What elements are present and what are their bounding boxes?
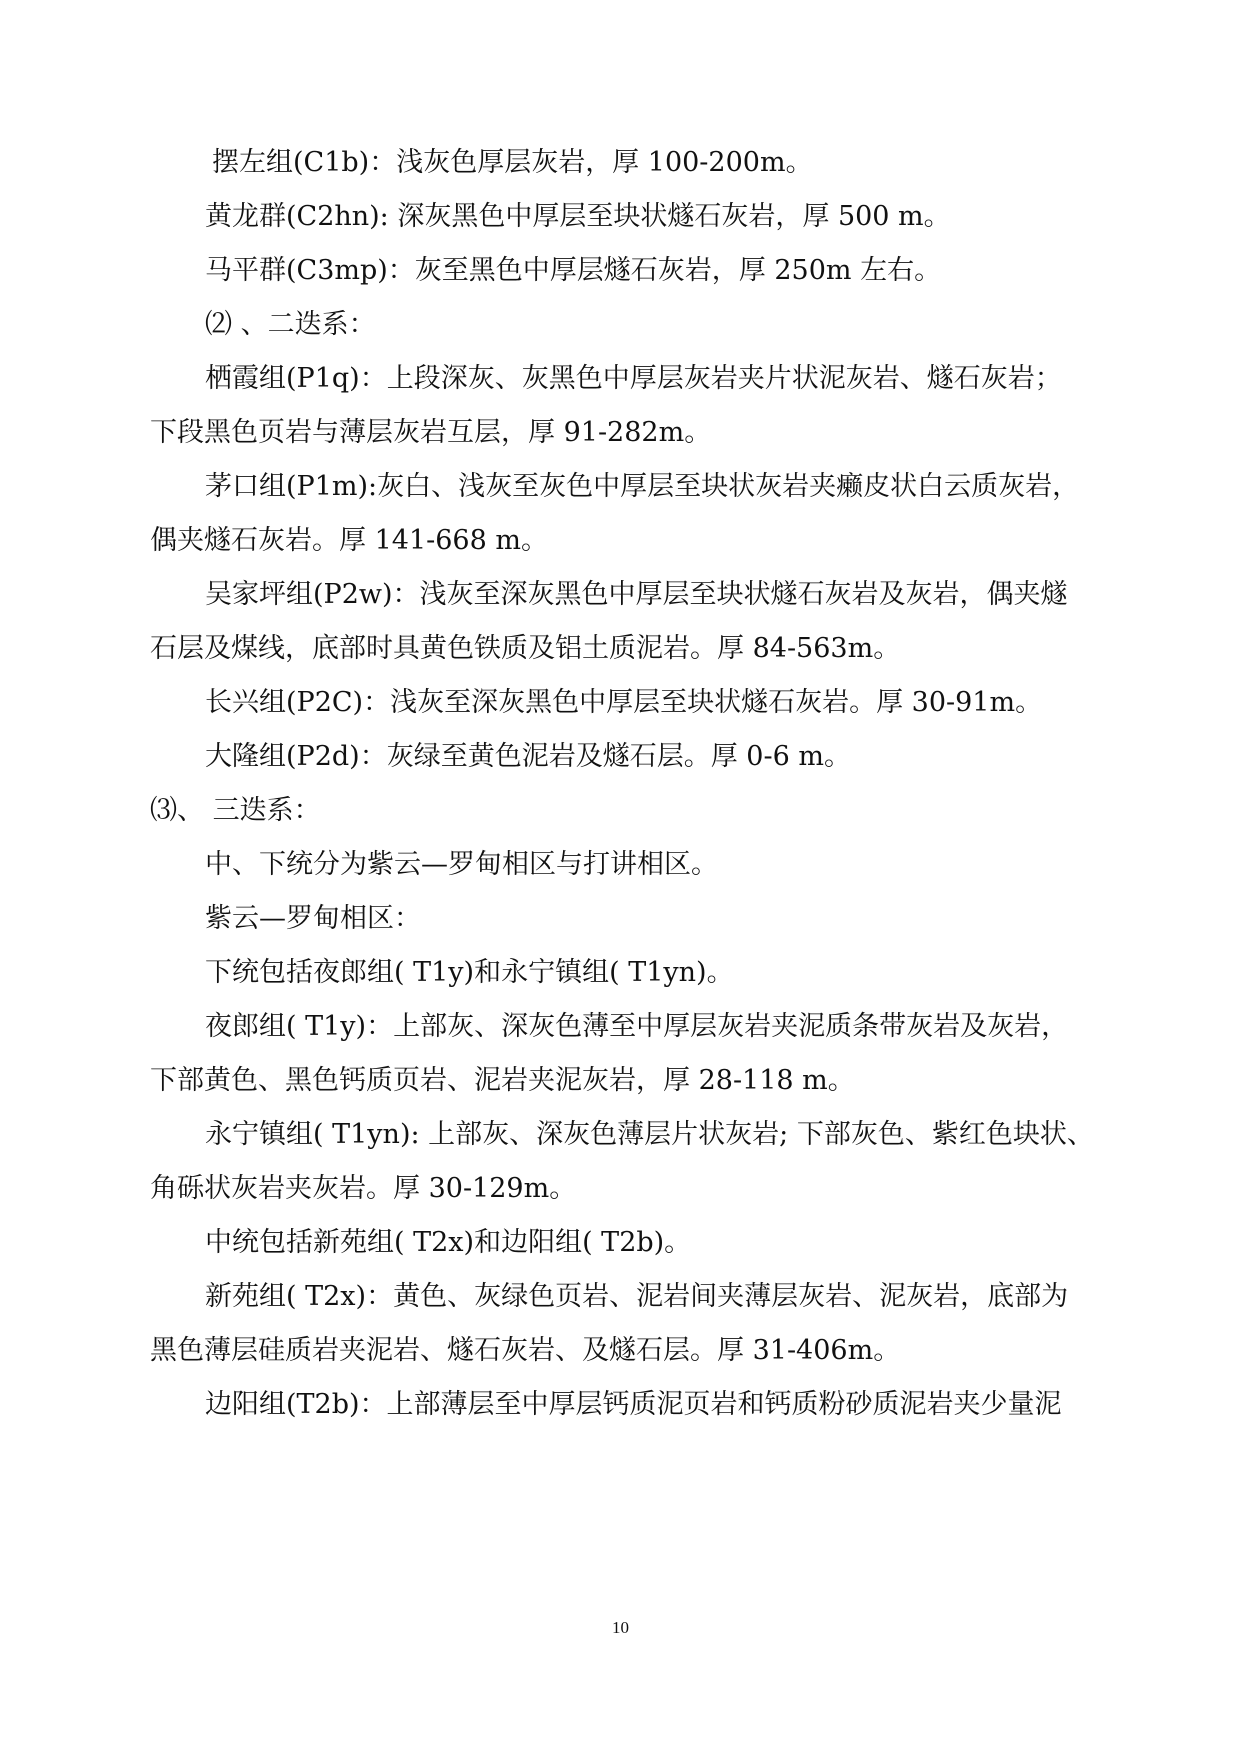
section-heading-permian: ⑵ 、二迭系：: [205, 309, 376, 340]
text-line-p1m-cont: 偶夹燧石灰岩。厚 141-668 m。: [150, 525, 548, 556]
text-line-c2hn: 黄龙群(C2hn): 深灰黑色中厚层至块状燧石灰岩，厚 500 m。: [205, 201, 951, 232]
text-line-t1y-cont: 下部黄色、黑色钙质页岩、泥岩夹泥灰岩，厚 28-118 m。: [150, 1065, 855, 1096]
text-line-t1y: 夜郎组( T1y)：上部灰、深灰色薄至中厚层灰岩夹泥质条带灰岩及灰岩，: [205, 1011, 1069, 1042]
text-line-p1q: 栖霞组(P1q)：上段深灰、灰黑色中厚层灰岩夹片状泥灰岩、燧石灰岩；: [205, 363, 1062, 394]
text-line-lower-series: 下统包括夜郎组( T1y)和永宁镇组( T1yn)。: [205, 957, 734, 988]
text-line-t1yn-cont: 角砾状灰岩夹灰岩。厚 30-129m。: [150, 1173, 577, 1204]
text-line-c3mp: 马平群(C3mp)：灰至黑色中厚层燧石灰岩，厚 250m 左右。: [205, 255, 942, 286]
text-line-p1q-cont: 下段黑色页岩与薄层灰岩互层，厚 91-282m。: [150, 417, 712, 448]
text-line-t1yn: 永宁镇组( T1yn): 上部灰、深灰色薄层片状灰岩; 下部灰色、紫红色块状、: [205, 1119, 1094, 1150]
text-line-p2d: 大隆组(P2d)：灰绿至黄色泥岩及燧石层。厚 0-6 m。: [205, 741, 851, 772]
text-line-p2c: 长兴组(P2C)：浅灰至深灰黑色中厚层至块状燧石灰岩。厚 30-91m。: [205, 687, 1043, 718]
text-line-t2b: 边阳组(T2b)：上部薄层至中厚层钙质泥页岩和钙质粉砂质泥岩夹少量泥: [205, 1389, 1062, 1420]
text-line-p2w-cont: 石层及煤线，底部时具黄色铁质及铝土质泥岩。厚 84-563m。: [150, 633, 901, 664]
text-line-p1m: 茅口组(P1m):灰白、浅灰至灰色中厚层至块状灰岩夹癞皮状白云质灰岩，: [205, 471, 1080, 502]
text-line-facies-heading: 紫云—罗甸相区：: [205, 903, 421, 934]
text-line-facies-intro: 中、下统分为紫云—罗甸相区与打讲相区。: [205, 849, 718, 880]
page-number: 10: [612, 1618, 629, 1637]
text-line-middle-series: 中统包括新苑组( T2x)和边阳组( T2b)。: [205, 1227, 692, 1258]
text-line-c1b: 摆左组(C1b)：浅灰色厚层灰岩，厚 100-200m。: [212, 147, 813, 178]
section-heading-triassic: ⑶、 三迭系：: [150, 795, 321, 826]
text-line-t2x-cont: 黑色薄层硅质岩夹泥岩、燧石灰岩、及燧石层。厚 31-406m。: [150, 1335, 901, 1366]
text-line-p2w: 吴家坪组(P2w)：浅灰至深灰黑色中厚层至块状燧石灰岩及灰岩，偶夹燧: [205, 579, 1068, 610]
text-line-t2x: 新苑组( T2x)：黄色、灰绿色页岩、泥岩间夹薄层灰岩、泥灰岩，底部为: [205, 1281, 1069, 1312]
